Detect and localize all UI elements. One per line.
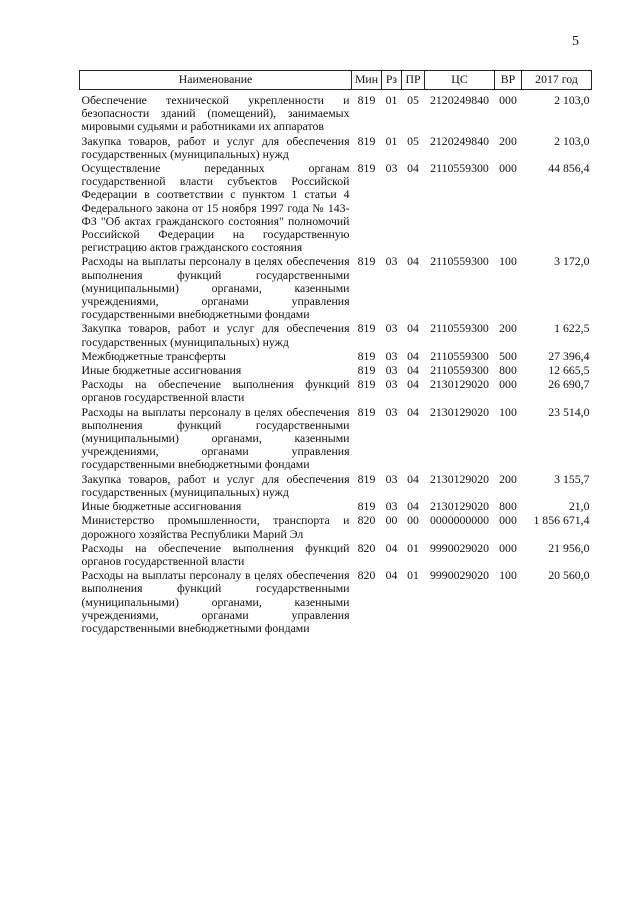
cell-sum: 21 956,0 — [548, 540, 590, 555]
cell-vr: 200 — [499, 471, 517, 486]
cell-min: 819 — [357, 133, 376, 148]
cell-vr: 800 — [499, 363, 517, 378]
table-row — [80, 350, 592, 364]
table-row — [80, 255, 592, 322]
cell-rz: 03 — [385, 363, 398, 378]
cell-rz: 03 — [385, 161, 398, 176]
table-row — [80, 162, 592, 255]
cell-vr: 100 — [499, 404, 517, 419]
table-row — [80, 473, 592, 500]
cell-name: Расходы на обеспечение выполнения функций органов государственной власти — [81, 540, 350, 568]
cell-vr: 200 — [499, 133, 517, 148]
cell-name: Расходы на выплаты персоналу в целях обеспечения выполнения функций государственными (муниципальными) органами, казенными учреждениями, органами управления государственными внебюджетными фондами — [81, 254, 350, 322]
table-row — [80, 322, 592, 349]
cell-pr: 04 — [407, 321, 419, 336]
cell-vr: 000 — [499, 161, 517, 176]
cell-name: Иные бюджетные ассигнования — [81, 363, 242, 378]
table-row — [80, 364, 592, 378]
cell-rz: 03 — [385, 321, 398, 336]
cell-min: 819 — [357, 161, 376, 176]
cell-sum: 2 103,0 — [554, 133, 590, 148]
cell-cs: 2130129020 — [430, 471, 489, 486]
cell-cs: 2110559300 — [430, 348, 489, 363]
cell-pr: 01 — [407, 568, 419, 583]
cell-pr: 04 — [407, 377, 419, 392]
header-cs: ЦС — [425, 71, 495, 90]
cell-rz: 04 — [385, 568, 398, 583]
cell-name: Расходы на обеспечение выполнения функций органов государственной власти — [81, 377, 350, 405]
cell-name: Закупка товаров, работ и услуг для обеспечения государственных (муниципальных) нужд — [81, 321, 350, 349]
cell-min: 819 — [357, 321, 376, 336]
page-number: 5 — [572, 34, 579, 49]
cell-rz: 03 — [385, 404, 398, 419]
cell-vr: 500 — [499, 348, 517, 363]
cell-pr: 04 — [407, 404, 419, 419]
cell-min: 819 — [357, 254, 376, 269]
cell-cs: 2130129020 — [430, 404, 489, 419]
cell-pr: 04 — [407, 499, 419, 514]
cell-min: 819 — [357, 348, 376, 363]
cell-cs: 2130129020 — [430, 377, 489, 392]
cell-sum: 1 856 671,4 — [533, 513, 590, 528]
cell-name: Министерство промышленности, транспорта и дорожного хозяйства Республики Марий Эл — [81, 513, 350, 541]
cell-name: Закупка товаров, работ и услуг для обеспечения государственных (муниципальных) нужд — [81, 133, 350, 161]
cell-rz: 04 — [385, 540, 398, 555]
table-row — [80, 514, 592, 541]
budget-table — [79, 70, 592, 636]
header-pr: ПР — [402, 71, 425, 90]
cell-sum: 21,0 — [568, 499, 590, 514]
cell-rz: 00 — [385, 513, 398, 528]
cell-min: 819 — [357, 499, 376, 514]
cell-rz: 01 — [385, 133, 398, 148]
cell-name: Закупка товаров, работ и услуг для обеспечения государственных (муниципальных) нужд — [81, 471, 350, 499]
cell-pr: 00 — [407, 513, 419, 528]
table-row — [80, 378, 592, 405]
cell-min: 819 — [357, 93, 376, 107]
cell-pr: 04 — [407, 363, 419, 378]
cell-sum: 44 856,4 — [548, 161, 590, 176]
table-row — [80, 569, 592, 636]
cell-min: 819 — [357, 471, 376, 486]
table-body — [80, 90, 592, 637]
cell-name: Иные бюджетные ассигнования — [81, 499, 242, 514]
cell-cs: 2120249840 — [430, 133, 489, 148]
header-vr: ВР — [495, 71, 522, 90]
cell-min: 820 — [357, 540, 376, 555]
cell-cs: 2110559300 — [430, 363, 489, 378]
cell-rz: 03 — [385, 254, 398, 269]
header-min: Мин — [352, 71, 382, 90]
cell-min: 819 — [357, 404, 376, 419]
cell-vr: 000 — [499, 377, 517, 392]
cell-name: Межбюджетные трансферты — [81, 348, 226, 363]
cell-cs: 0000000000 — [430, 513, 489, 528]
cell-cs: 2120249840 — [430, 93, 489, 107]
cell-name: Обеспечение технической укрепленности и безопасности зданий (помещений), занимаемых мировыми судьями и работниками их аппаратов — [81, 93, 350, 134]
cell-rz: 03 — [385, 377, 398, 392]
cell-sum: 1 622,5 — [554, 321, 590, 336]
cell-vr: 100 — [499, 568, 517, 583]
cell-name: Осуществление переданных органам государственной власти субъектов Российской Федерации в соответствии с пунктом 1 статьи 4 Федерального закона от 15 ноября 1997 года № 143-ФЗ "Об актах гражданского состояния" полномочий Российской Федерации на государственную регистрацию актов гражданского состояния — [81, 161, 350, 255]
cell-rz: 03 — [385, 499, 398, 514]
cell-sum: 20 560,0 — [548, 568, 590, 583]
cell-vr: 200 — [499, 321, 517, 336]
cell-cs: 2110559300 — [430, 321, 489, 336]
header-row — [80, 71, 592, 90]
header-year: 2017 год — [522, 71, 592, 90]
cell-sum: 27 396,4 — [548, 348, 590, 363]
cell-pr: 04 — [407, 348, 419, 363]
cell-sum: 3 155,7 — [554, 471, 590, 486]
cell-vr: 000 — [499, 540, 517, 555]
cell-pr: 01 — [407, 540, 419, 555]
cell-rz: 03 — [385, 348, 398, 363]
cell-sum: 26 690,7 — [548, 377, 590, 392]
table-row — [80, 90, 592, 135]
cell-min: 820 — [357, 513, 376, 528]
cell-sum: 12 665,5 — [548, 363, 590, 378]
cell-cs: 2110559300 — [430, 254, 489, 269]
cell-min: 819 — [357, 363, 376, 378]
table-row — [80, 542, 592, 569]
cell-sum: 23 514,0 — [548, 404, 590, 419]
cell-cs: 9990029020 — [430, 568, 489, 583]
cell-pr: 05 — [407, 93, 419, 107]
cell-sum: 2 103,0 — [554, 93, 590, 107]
header-name: Наименование — [80, 71, 352, 90]
cell-pr: 04 — [407, 471, 419, 486]
table-row — [80, 406, 592, 473]
cell-name: Расходы на выплаты персоналу в целях обеспечения выполнения функций государственными (муниципальными) органами, казенными учреждениями, органами управления государственными внебюджетными фондами — [81, 404, 350, 472]
cell-vr: 800 — [499, 499, 517, 514]
cell-pr: 04 — [407, 254, 419, 269]
cell-name: Расходы на выплаты персоналу в целях обеспечения выполнения функций государственными (муниципальными) органами, казенными учреждениями, органами управления государственными внебюджетными фондами — [81, 568, 350, 635]
cell-cs: 2130129020 — [430, 499, 489, 514]
cell-sum: 3 172,0 — [554, 254, 590, 269]
cell-vr: 000 — [499, 513, 517, 528]
header-rz: Рз — [382, 71, 402, 90]
cell-cs: 2110559300 — [430, 161, 489, 176]
cell-rz: 03 — [385, 471, 398, 486]
table-row — [80, 500, 592, 514]
cell-pr: 04 — [407, 161, 419, 176]
cell-cs: 9990029020 — [430, 540, 489, 555]
cell-min: 820 — [357, 568, 376, 583]
cell-pr: 05 — [407, 133, 419, 148]
table-row — [80, 135, 592, 162]
cell-vr: 100 — [499, 254, 517, 269]
cell-min: 819 — [357, 377, 376, 392]
cell-vr: 000 — [499, 93, 517, 107]
table-header — [80, 71, 592, 90]
cell-rz: 01 — [385, 93, 398, 107]
